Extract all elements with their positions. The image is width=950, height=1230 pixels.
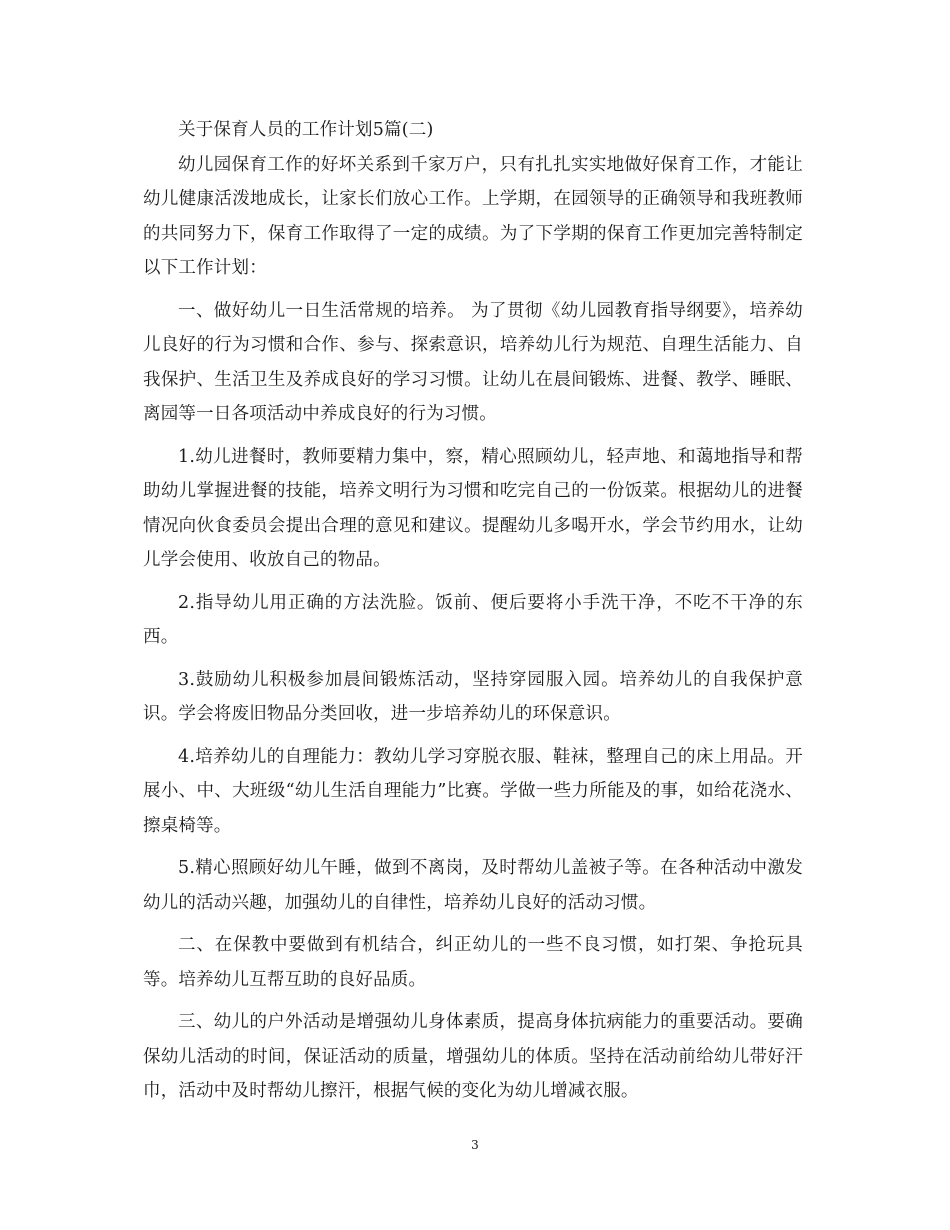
paragraph-item-1: 1.幼儿进餐时，教师要精力集中，察，精心照顾幼儿，轻声地、和蔼地指导和帮助幼儿掌握进餐的技能，培养文明行为习惯和吃完自己的一份饭菜。根据幼儿的进餐情况向伙食委员会提出合理的意见和建议。提醒幼儿多喝开水，学会节约用水，让幼儿学会使用、收放自己的物品。: [143, 446, 803, 570]
document-body: [143, 113, 803, 1117]
page-number: 3: [471, 1138, 479, 1152]
paragraph-item-2: 2.指导幼儿用正确的方法洗脸。饭前、便后要将小手洗干净，不吃不干净的东西。: [143, 592, 803, 647]
paragraph-section-3: 三、幼儿的户外活动是增强幼儿身体素质，提高身体抗病能力的重要活动。要确保幼儿活动的时间，保证活动的质量，增强幼儿的体质。坚持在活动前给幼儿带好汗巾，活动中及时帮幼儿擦汗，根据气候的变化为幼儿增减衣服。: [143, 1012, 803, 1101]
paragraph-item-4: 4.培养幼儿的自理能力：教幼儿学习穿脱衣服、鞋袜，整理自己的床上用品。开展小、中、大班级“幼儿生活自理能力”比赛。学做一些力所能及的事，如给花浇水、擦桌椅等。: [143, 746, 803, 836]
paragraph-item-5: 5.精心照顾好幼儿午睡，做到不离岗，及时帮幼儿盖被子等。在各种活动中激发幼儿的活动兴趣，加强幼儿的自律性，培养幼儿良好的活动习惯。: [143, 858, 803, 913]
paragraph-intro: 幼儿园保育工作的好坏关系到千家万户，只有扎扎实实地做好保育工作，才能让幼儿健康活泼地成长，让家长们放心工作。上学期，在园领导的正确领导和我班教师的共同努力下，保育工作取得了一定的成绩。为了下学期的保育工作更加完善特制定以下工作计划：: [143, 154, 803, 278]
paragraph-section-2: 二、在保教中要做到有机结合，纠正幼儿的一些不良习惯，如打架、争抢玩具等。培养幼儿互帮互助的良好品质。: [143, 935, 803, 990]
document-title: 关于保育人员的工作计划5篇(二): [178, 120, 434, 140]
paragraph-item-3: 3.鼓励幼儿积极参加晨间锻炼活动，坚持穿园服入园。培养幼儿的自我保护意识。学会将废旧物品分类回收，进一步培养幼儿的环保意识。: [143, 669, 803, 724]
paragraph-section-1: 一、做好幼儿一日生活常规的培养。 为了贯彻《幼儿园教育指导纲要》，培养幼儿良好的行为习惯和合作、参与、探索意识，培养幼儿行为规范、自理生活能力、自我保护、生活卫生及养成良好的学习习惯。让幼儿在晨间锻炼、进餐、教学、睡眠、离园等一日各项活动中养成良好的行为习惯。: [143, 300, 803, 424]
